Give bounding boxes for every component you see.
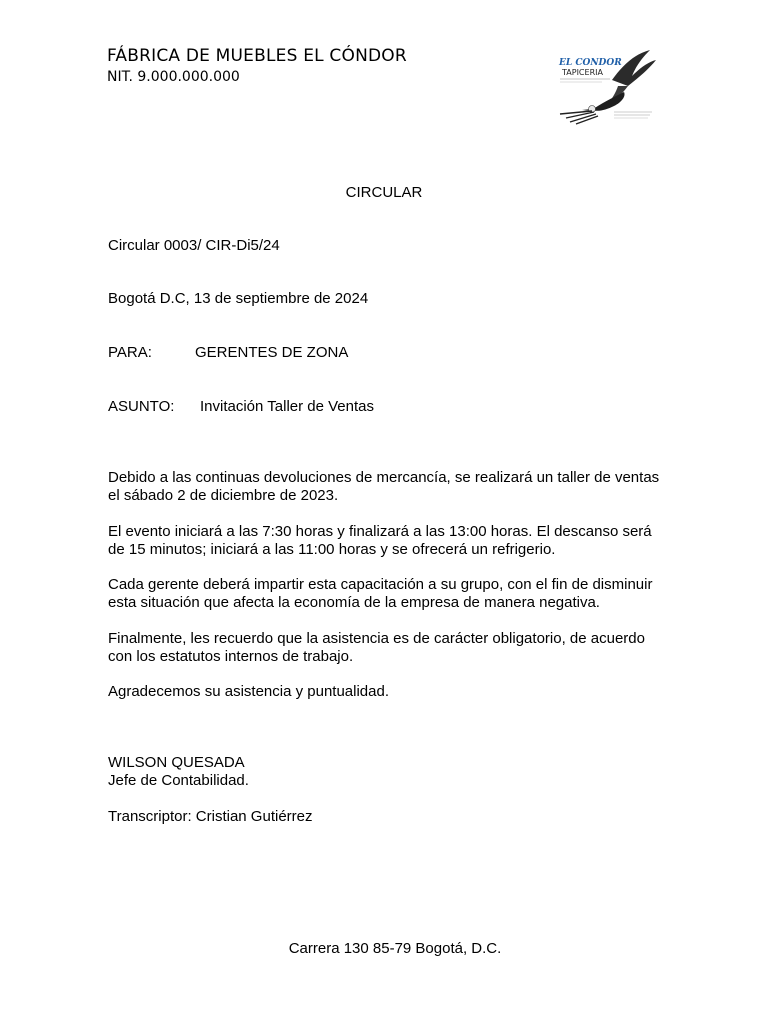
- body-paragraph: Agradecemos su asistencia y puntualidad.: [108, 683, 390, 700]
- body-paragraph: Cada gerente deberá impartir esta capacitación a su grupo, con el fin de disminuir esta situación que afecta la economía de la empresa de manera negativa.: [108, 576, 653, 611]
- logo-brand-line1: EL CONDOR: [559, 58, 622, 68]
- recipient-label: PARA:: [108, 344, 152, 361]
- circular-reference: Circular 0003/ CIR-Di5/24: [108, 237, 280, 254]
- body-paragraph: Debido a las continuas devoluciones de mercancía, se realizará un taller de ventas el sábado 2 de diciembre de 2023.: [108, 469, 660, 504]
- body-paragraph: Finalmente, les recuerdo que la asistencia es de carácter obligatorio, de acuerdo con los estatutos internos de trabajo.: [108, 630, 645, 665]
- company-logo: [552, 46, 662, 126]
- place-date: Bogotá D.C, 13 de septiembre de 2024: [108, 290, 369, 307]
- subject-value: Invitación Taller de Ventas: [200, 398, 375, 415]
- company-nit: NIT. 9.000.000.000: [107, 69, 240, 85]
- transcriptor: Transcriptor: Cristian Gutiérrez: [108, 808, 313, 825]
- subject-label: ASUNTO:: [108, 398, 175, 415]
- subject-row: [108, 398, 374, 415]
- logo-brand-line2: TAPICERIA: [562, 68, 603, 77]
- recipient-value: GERENTES DE ZONA: [195, 344, 349, 361]
- signer-position: Jefe de Contabilidad.: [108, 772, 249, 789]
- document-title: CIRCULAR: [345, 184, 423, 201]
- footer-address: Carrera 130 85-79 Bogotá, D.C.: [288, 940, 502, 957]
- recipient-row: [108, 344, 348, 361]
- signer-name: WILSON QUESADA: [108, 754, 245, 771]
- company-name: FÁBRICA DE MUEBLES EL CÓNDOR: [107, 46, 407, 66]
- body-paragraph: El evento iniciará a las 7:30 horas y finalizará a las 13:00 horas. El descanso será de 15 minutos; iniciará a las 11:00 horas y se ofrecerá un refrigerio.: [108, 523, 652, 558]
- condor-bird-icon: [552, 46, 662, 126]
